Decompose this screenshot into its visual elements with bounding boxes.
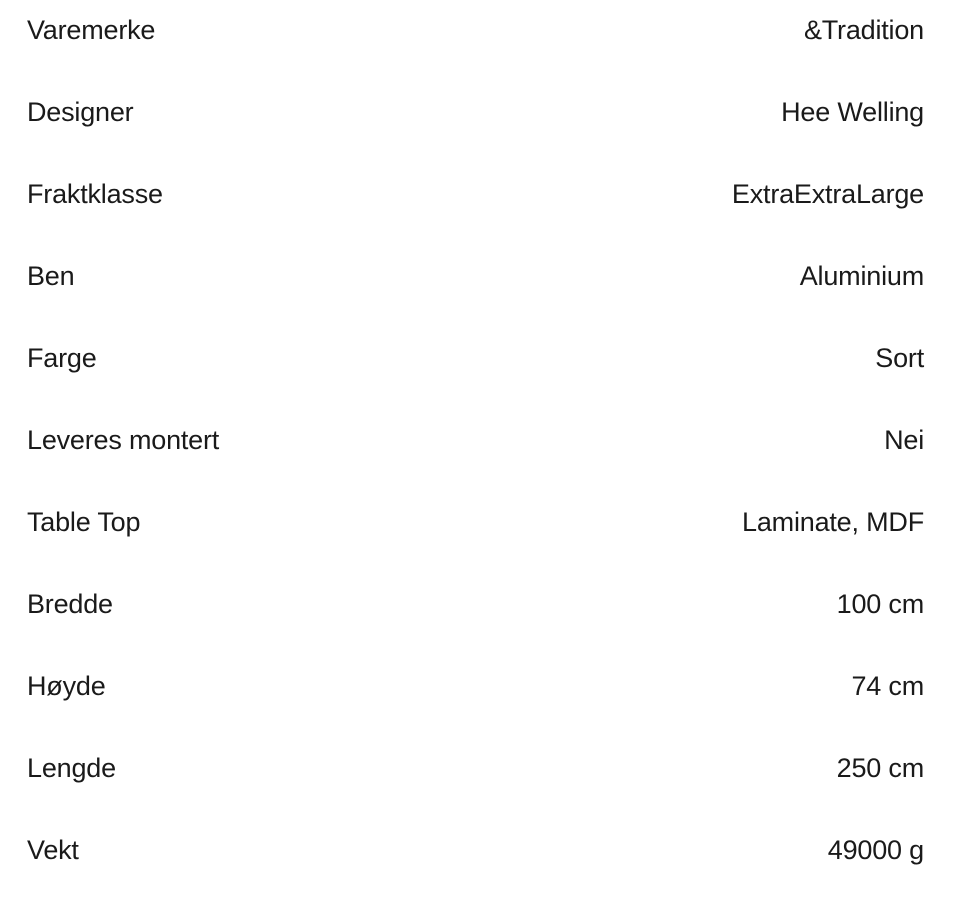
- spec-row-designer: [0, 71, 960, 153]
- spec-row-height: [0, 645, 960, 727]
- spec-label: Fraktklasse: [27, 178, 163, 209]
- spec-value: Aluminium: [799, 260, 924, 291]
- spec-value: Hee Welling: [781, 96, 924, 127]
- spec-value: 49000 g: [827, 834, 924, 865]
- spec-label: Bredde: [27, 588, 113, 619]
- spec-label: Leveres montert: [27, 424, 220, 455]
- spec-label: Lengde: [27, 752, 116, 783]
- spec-value: 74 cm: [851, 670, 924, 701]
- spec-row-length: [0, 727, 960, 809]
- spec-label: Ben: [27, 260, 75, 291]
- spec-row-weight: [0, 809, 960, 891]
- spec-value: &Tradition: [803, 14, 924, 45]
- spec-value: 100 cm: [836, 588, 924, 619]
- spec-row-table-top: [0, 481, 960, 563]
- spec-value: ExtraExtraLarge: [731, 178, 924, 209]
- spec-label: Farge: [27, 342, 97, 373]
- spec-value: Laminate, MDF: [742, 506, 924, 537]
- spec-label: Vekt: [27, 834, 79, 865]
- spec-label: Designer: [27, 96, 134, 127]
- spec-label: Varemerke: [27, 14, 156, 45]
- spec-row-legs: [0, 235, 960, 317]
- spec-row-brand: [0, 0, 960, 71]
- spec-row-assembled: [0, 399, 960, 481]
- spec-label: Table Top: [27, 506, 141, 537]
- spec-label: Høyde: [27, 670, 106, 701]
- spec-row-width: [0, 563, 960, 645]
- spec-value: Sort: [875, 342, 924, 373]
- spec-value: Nei: [884, 424, 924, 455]
- spec-value: 250 cm: [836, 752, 924, 783]
- spec-row-shipping-class: [0, 153, 960, 235]
- spec-row-color: [0, 317, 960, 399]
